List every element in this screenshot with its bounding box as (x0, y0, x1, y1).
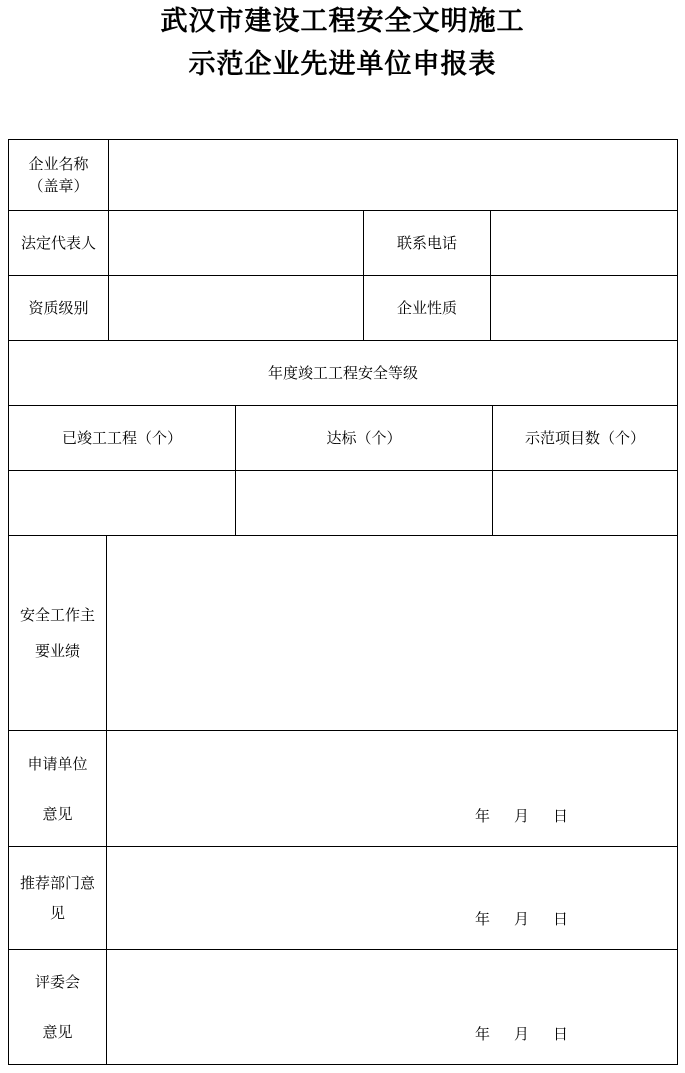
date-year-label: 年 (475, 1025, 491, 1043)
date-year-label: 年 (475, 807, 491, 825)
recommend-opinion-label (9, 847, 106, 949)
committee-opinion-label-line2: 意见 (42, 1023, 73, 1041)
date-month-label: 月 (514, 1025, 530, 1043)
committee-opinion-label (9, 950, 106, 1064)
table-border-bottom (8, 1064, 678, 1065)
qualification-field[interactable] (109, 276, 363, 340)
demo-projects-field[interactable] (493, 471, 677, 535)
company-seal-label: （盖章） (28, 177, 89, 195)
applicant-opinion-label (9, 731, 106, 846)
date-day-label: 日 (553, 1025, 569, 1043)
company-name-field[interactable] (109, 140, 677, 210)
demo-projects-header: 示范项目数（个） (524, 429, 645, 447)
standard-met-header: 达标（个） (326, 429, 402, 447)
completed-projects-field[interactable] (9, 471, 235, 535)
phone-field[interactable] (491, 211, 677, 275)
achievements-label (9, 536, 106, 730)
recommend-opinion-label-line2: 见 (49, 904, 65, 922)
recommend-opinion-field[interactable] (107, 847, 677, 949)
applicant-opinion-field[interactable] (107, 731, 677, 846)
form-title-line2: 示范企业先进单位申报表 (188, 49, 497, 80)
committee-date (475, 1023, 568, 1044)
committee-opinion-field[interactable] (107, 950, 677, 1064)
table-border-right (677, 139, 678, 1065)
recommend-date (475, 908, 568, 929)
legal-rep-label: 法定代表人 (20, 234, 96, 252)
achievements-field[interactable] (107, 536, 677, 730)
qualification-label: 资质级别 (28, 299, 89, 317)
achievements-label-line1: 安全工作主 (19, 606, 95, 624)
applicant-opinion-label-line1: 申请单位 (27, 754, 88, 773)
date-day-label: 日 (553, 807, 569, 825)
nature-field[interactable] (491, 276, 677, 340)
applicant-date (475, 805, 568, 826)
nature-label: 企业性质 (396, 299, 457, 317)
date-month-label: 月 (514, 807, 530, 825)
committee-opinion-label-line1: 评委会 (34, 973, 80, 991)
date-day-label: 日 (553, 910, 569, 928)
annual-safety-rating-header: 年度竣工工程安全等级 (267, 364, 418, 382)
date-month-label: 月 (514, 910, 530, 928)
achievements-label-line2: 要业绩 (34, 642, 80, 660)
legal-rep-field[interactable] (109, 211, 363, 275)
phone-label: 联系电话 (396, 234, 457, 252)
completed-projects-header: 已竣工工程（个） (61, 429, 182, 447)
form-title-line1: 武汉市建设工程安全文明施工 (160, 6, 525, 37)
company-name-label: 企业名称 (28, 155, 89, 173)
date-year-label: 年 (475, 910, 491, 928)
standard-met-field[interactable] (236, 471, 492, 535)
recommend-opinion-label-line1: 推荐部门意 (19, 874, 95, 892)
company-name-label-cell (9, 140, 108, 210)
applicant-opinion-label-line2: 意见 (42, 804, 73, 823)
